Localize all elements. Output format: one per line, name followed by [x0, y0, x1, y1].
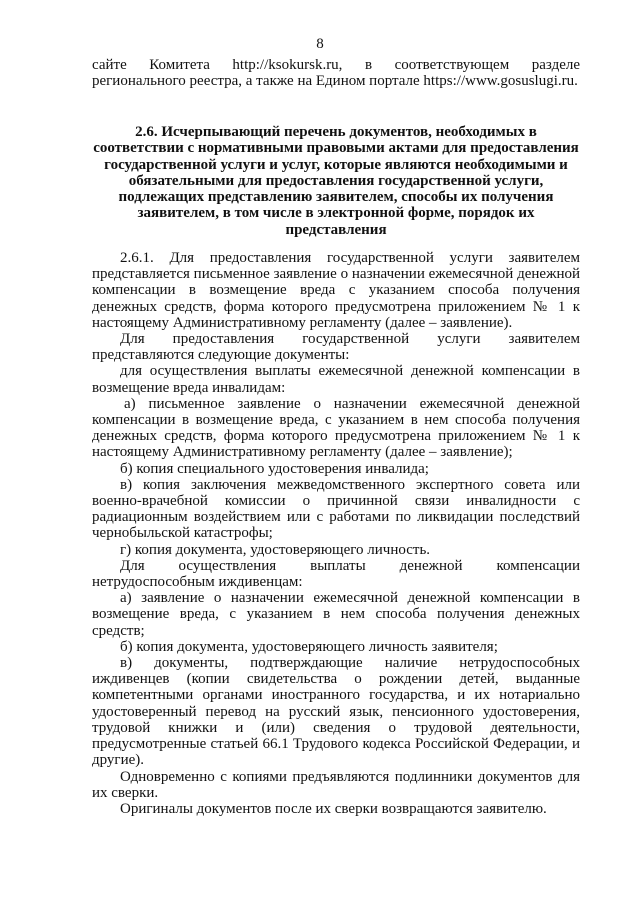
page-number: 8: [316, 36, 324, 52]
list-item-invalids-d: г) копия документа, удостоверяющего личность.: [120, 541, 431, 558]
paragraph-originals-returned: Оригиналы документов после их сверки возвращаются заявителю.: [120, 800, 547, 817]
list-item-dependents-a: а) заявление о назначении ежемесячной денежной компенсации в возмещение вреда, с указанием в нем способа получения денежных средств;: [92, 590, 580, 639]
list-item-invalids-a: а) письменное заявление о назначении ежемесячной денежной компенсации в возмещение вреда, с указанием в нем способа получения денежных средств, форма которого предусмотрена приложением № 1 к настоящему Административному регламенту (далее – заявление);: [92, 395, 580, 461]
list-item-dependents-c: в) документы, подтверждающие наличие нетрудоспособных иждивенцев (копии свидетельства о рождении детей, выданные компетентными органами иностранного государства, и их нотариально удостоверенный перевод на русский язык, пенсионного удостоверения, трудовой книжки и (или) сведения о трудовой деятельности, предусмотренные статьей 66.1 Трудового кодекса Российской Федерации, и другие).: [92, 655, 580, 769]
list-item-invalids-b: б) копия специального удостоверения инвалида;: [120, 460, 429, 477]
list-item-invalids-c: в) копия заключения межведомственного экспертного совета или военно-врачебной комиссии о причинной связи инвалидности с радиационным воздействием или с работами по ликвидации последствий чернобыльской катастрофы;: [92, 476, 580, 542]
paragraph-invalids-heading: для осуществления выплаты ежемесячной денежной компенсации в возмещение вреда инвалидам:: [92, 363, 580, 396]
paragraph-originals-presented: Одновременно с копиями предъявляются подлинники документов для их сверки.: [92, 768, 580, 801]
paragraph-2-6-1: 2.6.1. Для предоставления государственной услуги заявителем представляется письменное заявление о назначении ежемесячной денежной компенсации в возмещение вреда с указанием способа получения денежных средств, форма которого предусмотрена приложением № 1 к настоящему Административному регламенту (далее – заявление).: [92, 250, 580, 331]
paragraph-dependents-heading: Для осуществления выплаты денежной компенсации нетрудоспособным иждивенцам:: [92, 557, 580, 591]
list-item-dependents-b: б) копия документа, удостоверяющего личность заявителя;: [120, 638, 498, 655]
section-heading: 2.6. Исчерпывающий перечень документов, необходимых в соответствии с нормативными правовыми актами для предоставления государственной услуги и услуг, которые являются необходимыми и обязательными для предоставления государственной услуги, подлежащих представлению заявителем, способы их получения заявителем, в том числе в электронной форме, порядок их представления: [93, 124, 579, 238]
paragraph-documents-intro: Для предоставления государственной услуги заявителем представляются следующие документы:: [92, 331, 580, 364]
main-text-block: [92, 250, 580, 817]
intro-paragraph: сайте Комитета http://ksokursk.ru, в соответствующем разделе регионального реестра, а также на Едином портале https://www.gosuslugi.ru.: [92, 57, 580, 90]
intro-text-block: [92, 57, 580, 89]
